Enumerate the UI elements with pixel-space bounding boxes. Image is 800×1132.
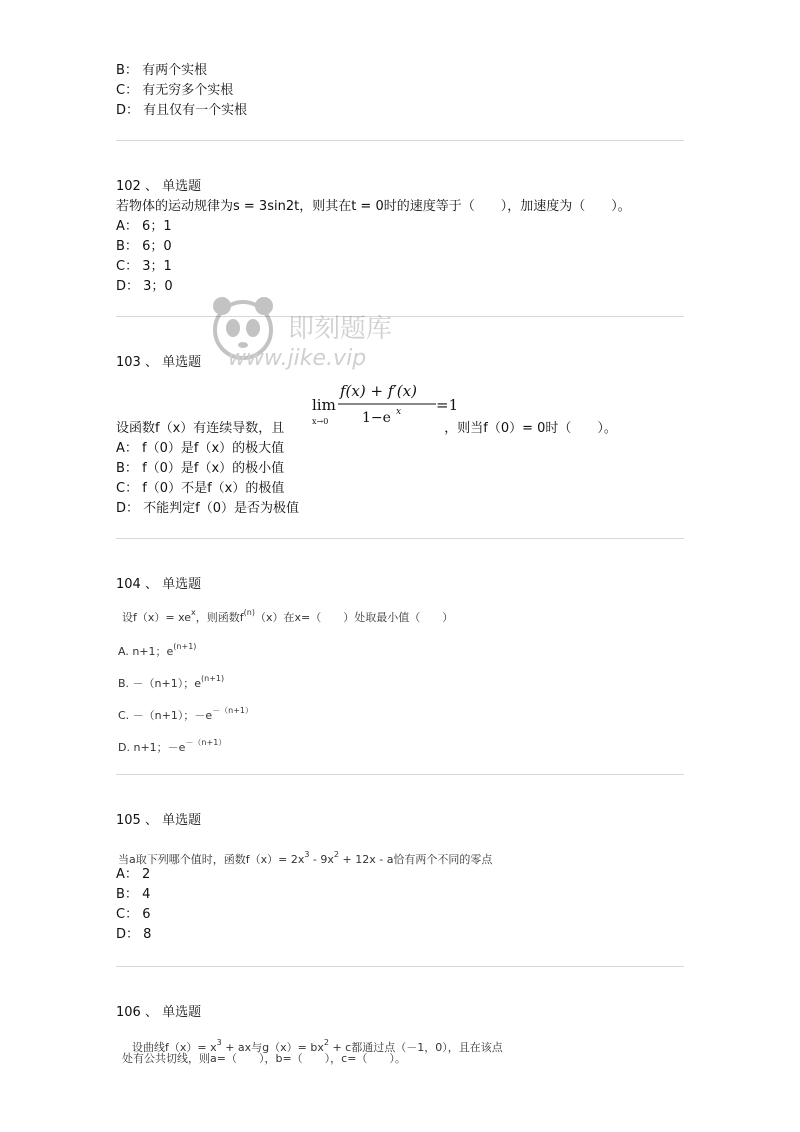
option-text: n+1；e (132, 645, 174, 658)
option-key: A： (116, 219, 138, 234)
formula-numerator: f(x) + f′(x) (340, 382, 417, 400)
stem-text: （x）在x=（ ）处取最小值（ ） (254, 611, 454, 624)
option-a (116, 440, 284, 458)
option-superscript: (n+1) (201, 674, 225, 683)
option-d (116, 500, 299, 518)
option-text: f（0）是f（x）的极大值 (142, 441, 285, 456)
option-text: 4 (142, 887, 151, 902)
stem-superscript: 3 (304, 850, 310, 859)
question-stem (116, 420, 617, 438)
divider (116, 140, 684, 141)
option-b (118, 670, 224, 693)
watermark-brand: 即刻题库 (288, 314, 393, 344)
question-header (116, 812, 201, 830)
option-key: C： (116, 83, 139, 98)
option-key: C： (116, 481, 139, 496)
stem-text: + ax与g（x）= bx (221, 1041, 324, 1054)
option-key: C： (116, 259, 139, 274)
option-key: D. (118, 741, 130, 754)
question-sep: 、 (144, 813, 158, 828)
option-a (116, 218, 172, 236)
question-stem (118, 846, 492, 869)
option-a (116, 866, 150, 884)
stem-text: 设曲线f（x）= x (132, 1041, 217, 1054)
option-d (118, 734, 226, 757)
option-superscript: －（n+1） (185, 738, 227, 747)
option-a (118, 638, 196, 661)
formula-denominator: 1−e (362, 410, 391, 426)
question-type: 单选题 (162, 355, 202, 370)
option-superscript: －（n+1） (212, 706, 254, 715)
option-d (116, 278, 173, 296)
option-text: 不能判定f（0）是否为极值 (143, 501, 300, 516)
option-key: C： (116, 907, 139, 922)
stem-text: 当a取下列哪个值时，函数f（x）= 2x (118, 853, 305, 866)
stem-superscript: 3 (216, 1038, 222, 1047)
option-text: －（n+1）；－e (132, 709, 213, 722)
option-b (116, 62, 207, 80)
question-stem (122, 604, 453, 627)
stem-text: 设f（x）= xe (122, 611, 192, 624)
stem-text: - 9x (309, 853, 334, 866)
stem-part-b: ，则当f（0）= 0时（ ）。 (444, 421, 617, 436)
option-text: 6；0 (142, 239, 172, 254)
stem-part-a: 设函数f（x）有连续导数，且 (116, 421, 285, 436)
option-text: f（0）不是f（x）的极值 (142, 481, 285, 496)
formula-exponent: x (396, 407, 402, 417)
stem-text: + c都通过点（－1，0），且在该点 (328, 1041, 503, 1054)
option-c (118, 702, 253, 725)
divider (116, 774, 684, 775)
option-superscript: (n+1) (173, 642, 197, 651)
formula-sub: x→0 (312, 417, 329, 426)
option-key: B： (116, 63, 138, 78)
question-type: 单选题 (162, 1005, 202, 1020)
option-c (116, 82, 233, 100)
question-type: 单选题 (162, 577, 202, 592)
question-sep: 、 (144, 577, 158, 592)
option-key: B： (116, 461, 138, 476)
stem-superscript: (n) (243, 608, 255, 617)
option-b (116, 460, 284, 478)
watermark (208, 290, 448, 380)
option-text: n+1；－e (133, 741, 186, 754)
option-key: B： (116, 887, 138, 902)
question-number: 104 (116, 577, 141, 592)
option-b (116, 238, 172, 256)
option-text: f（0）是f（x）的极小值 (142, 461, 285, 476)
option-text: 3；0 (143, 279, 173, 294)
formula-lim: lim (312, 396, 336, 414)
question-sep: 、 (144, 355, 158, 370)
divider (116, 966, 684, 967)
question-number: 105 (116, 813, 141, 828)
option-key: A： (116, 441, 138, 456)
option-d (116, 926, 151, 944)
option-text: 有两个实根 (142, 63, 208, 78)
question-type: 单选题 (162, 179, 202, 194)
option-key: D： (116, 103, 140, 118)
question-sep: 、 (144, 1005, 158, 1020)
option-key: D： (116, 927, 140, 942)
option-text: 有且仅有一个实根 (143, 103, 248, 118)
option-key: C. (118, 709, 130, 722)
option-text: 6；1 (142, 219, 172, 234)
option-c (116, 906, 151, 924)
stem-text: + 12x - a恰有两个不同的零点 (339, 853, 493, 866)
option-text: 2 (142, 867, 151, 882)
question-number: 103 (116, 355, 141, 370)
option-key: B： (116, 239, 138, 254)
option-d (116, 102, 247, 120)
option-c (116, 480, 284, 498)
question-header (116, 1004, 201, 1022)
stem-text: ，则函数f (195, 611, 244, 624)
question-header (116, 178, 201, 196)
option-text: 6 (142, 907, 151, 922)
question-number: 102 (116, 179, 141, 194)
option-text: 8 (143, 927, 152, 942)
panda-logo-icon (208, 290, 278, 370)
option-b (116, 886, 150, 904)
question-type: 单选题 (162, 813, 202, 828)
question-number: 106 (116, 1005, 141, 1020)
option-text: 有无穷多个实根 (142, 83, 234, 98)
divider (116, 538, 684, 539)
watermark-url: www.jike.vip (228, 346, 367, 371)
stem-superscript: 2 (323, 1038, 329, 1047)
option-c (116, 258, 172, 276)
option-key: A： (116, 867, 138, 882)
question-header (116, 354, 201, 372)
option-key: D： (116, 501, 140, 516)
question-sep: 、 (144, 179, 158, 194)
formula-rhs: =1 (436, 396, 459, 414)
option-text: 3；1 (142, 259, 172, 274)
divider (116, 316, 684, 317)
option-key: D： (116, 279, 140, 294)
question-stem: 若物体的运动规律为s = 3sin2t，则其在t = 0时的速度等于（ ），加速度为（ ）。 (116, 199, 631, 214)
option-key: A. (118, 645, 129, 658)
option-key: B. (118, 677, 130, 690)
option-text: －（n+1）；e (132, 677, 202, 690)
question-header (116, 576, 201, 594)
stem-superscript: x (191, 608, 196, 617)
question-stem-line-2: 处有公共切线，则a=（ ），b=（ ），c=（ ）。 (122, 1052, 406, 1065)
stem-superscript: 2 (333, 850, 340, 859)
